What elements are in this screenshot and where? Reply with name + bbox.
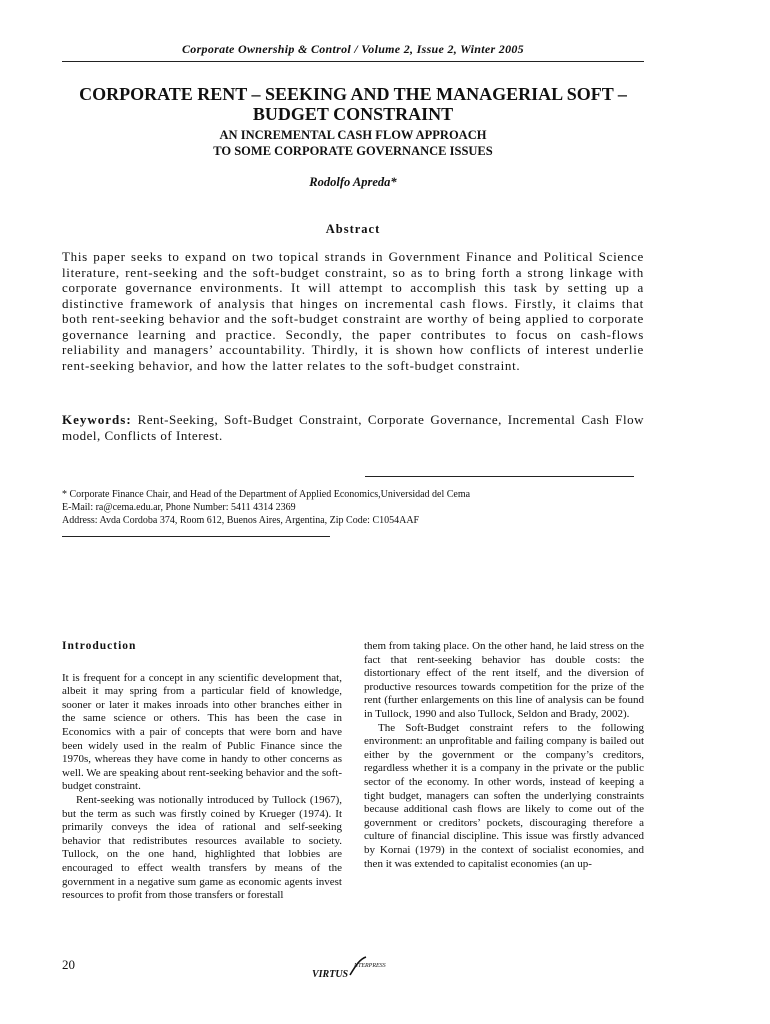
body-paragraph: The Soft-Budget constraint refers to the following environment: an unprofitable and failing company is bailed out either by the government or the company’s creditors, regardless whether it is a company in the private or the public sector of the economy. In other words, instead of keeping a tight budget, managers can soften the underlying constraints because additional cash flows are likely to come out of the government or creditors’ pockets, discouraging therefore a culture of financial discipline. This issue was firstly advanced by Kornai (1979) in the context of socialist economies, and then it was extended to capitalist economies (an up- bbox=[364, 721, 644, 870]
article-subtitle bbox=[62, 127, 644, 159]
header-rule bbox=[62, 61, 644, 62]
footnote-separator-rule bbox=[365, 476, 634, 477]
body-column-left bbox=[62, 640, 342, 903]
body-column-right bbox=[364, 640, 644, 871]
abstract-heading: Abstract bbox=[325, 222, 381, 236]
running-header: Corporate Ownership & Control / Volume 2, Issue 2, Winter 2005 bbox=[181, 42, 524, 56]
page-number: 20 bbox=[62, 957, 75, 972]
body-paragraph: them from taking place. On the other hand, he laid stress on the fact that rent-seeking behavior has double costs: the distortionary effect of the rent itself, and the diversion of productive resources towards competition for the prize of the rent (further enlargements on this line of analysis can be found in Tullock, 1990 and also Tullock, Seldon and Brady, 2002). bbox=[364, 640, 644, 720]
keywords-text: Rent-Seeking, Soft-Budget Constraint, Corporate Governance, Incremental Cash Flow model, Conflicts of Interest. bbox=[62, 412, 644, 443]
logo-text: VIRTUS bbox=[312, 969, 349, 980]
body-paragraph: Rent-seeking was notionally introduced by Tullock (1967), but the term as such was firstly coined by Krueger (1974). It primarily conveys the idea of rational and self-seeking behavior that redistributes resources available to society. Tullock, on the one hand, highlighted that lobbies are encouraged to effect wealth transfers by means of the government in a negative sum game as economic agents invest resources to profit from those transfers or forestall bbox=[62, 793, 342, 902]
subtitle-line-2: TO SOME CORPORATE GOVERNANCE ISSUES bbox=[213, 144, 493, 158]
publisher-logo bbox=[310, 955, 400, 981]
footnote-affiliation: * Corporate Finance Chair, and Head of the Department of Applied Economics,Universidad del Cema bbox=[62, 489, 471, 500]
footnote-address: Address: Avda Cordoba 374, Room 612, Buenos Aires, Argentina, Zip Code: C1054AAF bbox=[62, 515, 420, 526]
keywords bbox=[62, 412, 644, 443]
abstract-text: This paper seeks to expand on two topical strands in Government Finance and Political Science literature, rent-seeking and the soft-budget constraint, so as to bring forth a strong linkage with corporate governance environments. It will attempt to accomplish this task by setting up a distinctive framework of analysis that hinges on incremental cash flows. Firstly, it claims that both rent-seeking behavior and the soft-budget constraint are worthy of being applied to corporate governance learning and practice. Secondly, the paper contributes to focus on cash-flows reliability and managers’ accountability. Thirdly, it is shown how conflicts of interest underlie rent-seeking behavior, and how the latter relates to the soft-budget constraint. bbox=[62, 249, 644, 373]
body-paragraph: It is frequent for a concept in any scientific development that, albeit it may spring from a particular field of knowledge, sooner or later it makes inroads into other branches either in the same science or others. This has been the case in Economics with a pair of concepts that were born and have been widely used in the realm of Public Finance since the 1970s, whereas they have come in handy to other concerns as well. We are speaking about rent-seeking behavior and the soft-budget constraint. bbox=[62, 671, 342, 793]
keywords-label: Keywords: bbox=[62, 412, 132, 427]
article-title: CORPORATE RENT – SEEKING AND THE MANAGERIAL SOFT – BUDGET CONSTRAINT bbox=[79, 84, 627, 124]
author-name: Rodolfo Apreda* bbox=[309, 175, 397, 189]
subtitle-line-1: AN INCREMENTAL CASH FLOW APPROACH bbox=[219, 128, 487, 142]
author-footnote bbox=[62, 488, 662, 527]
logo-subtext: NTERPRESS bbox=[354, 963, 386, 969]
footnote-contact: E-Mail: ra@cema.edu.ar, Phone Number: 5411 4314 2369 bbox=[62, 502, 296, 513]
footnote-end-rule bbox=[62, 536, 330, 537]
introduction-heading: Introduction bbox=[62, 640, 137, 652]
